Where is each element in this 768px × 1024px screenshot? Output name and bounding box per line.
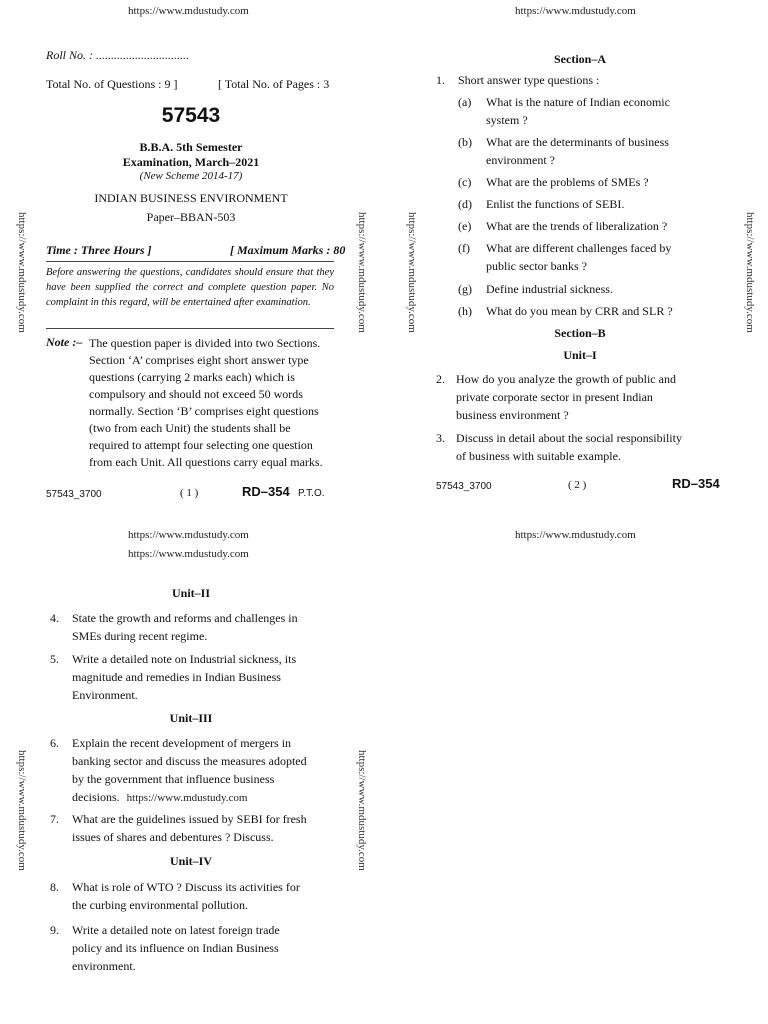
- note-line: compulsory and should not exceed 50 words: [89, 387, 303, 401]
- paper-number: Paper–BBAN-503: [146, 210, 236, 224]
- side-url-left-bottom: https://www.mdustudy.com: [16, 750, 28, 871]
- question-number: 7.: [50, 812, 59, 826]
- question-number: 3.: [436, 431, 445, 445]
- paper-code: 57543: [161, 104, 221, 127]
- sub-line: What are the determinants of business: [486, 135, 669, 149]
- side-url-center-left-top: https://www.mdustudy.com: [356, 212, 368, 333]
- note-text: [89, 335, 334, 471]
- q1-text: Short answer type questions :: [458, 73, 600, 87]
- sub-line: What is the nature of Indian economic: [486, 95, 670, 109]
- question-line: issues of shares and debentures ? Discuss.: [72, 830, 274, 844]
- footer-page-number-2: ( 2 ): [568, 479, 587, 491]
- unit-3-heading: Unit–III: [169, 711, 213, 725]
- subject: INDIAN BUSINESS ENVIRONMENT: [94, 191, 288, 205]
- sub-label: (g): [458, 282, 472, 296]
- side-url-left-top: https://www.mdustudy.com: [16, 212, 28, 333]
- question-line: policy and its influence on Indian Business: [72, 941, 279, 955]
- sub-question-e: [458, 217, 708, 239]
- note-line: questions (carrying 2 marks each) which is: [89, 370, 295, 384]
- inline-url[interactable]: https://www.mdustudy.com: [126, 792, 248, 804]
- sub-line: system ?: [486, 113, 528, 127]
- question-line: What is role of WTO ? Discuss its activities for: [72, 880, 300, 894]
- question-line: Write a detailed note on latest foreign trade: [72, 923, 280, 937]
- sub-question-h: [458, 302, 708, 322]
- sub-question-c: [458, 173, 708, 195]
- sub-label: (d): [458, 197, 472, 211]
- sub-label: (c): [458, 175, 472, 189]
- mid-left-url-1[interactable]: https://www.mdustudy.com: [128, 529, 249, 541]
- note-label: Note :–: [46, 335, 83, 349]
- question-line: environment.: [72, 959, 136, 973]
- footer-code: 57543_3700: [46, 489, 102, 500]
- sub-line: public sector banks ?: [486, 259, 587, 273]
- footer-code-2: 57543_3700: [436, 481, 492, 492]
- note-line: (two from each Unit) the students shall be: [89, 421, 291, 435]
- side-url-center-bottom: https://www.mdustudy.com: [356, 750, 368, 871]
- time: Time : Three Hours ]: [46, 243, 152, 257]
- sub-line: What do you mean by CRR and SLR ?: [486, 304, 673, 318]
- sub-line: environment ?: [486, 153, 555, 167]
- top-left-url[interactable]: https://www.mdustudy.com: [128, 5, 249, 17]
- sub-label: (b): [458, 135, 472, 149]
- question-line: State the growth and reforms and challenges in: [72, 611, 298, 625]
- sub-label: (e): [458, 219, 472, 233]
- note-line: Section ‘A’ comprises eight short answer type: [89, 353, 309, 367]
- sub-question-b: [458, 133, 708, 173]
- footer-rd: RD–354: [242, 484, 290, 499]
- max-marks: [ Maximum Marks : 80: [230, 243, 346, 257]
- question-number: 2.: [436, 372, 445, 386]
- mid-left-url-2[interactable]: https://www.mdustudy.com: [128, 548, 249, 560]
- question-line: SMEs during recent regime.: [72, 629, 208, 643]
- sub-label: (f): [458, 241, 470, 255]
- roll-no: Roll No. : ...............................: [46, 48, 189, 62]
- question-line: What are the guidelines issued by SEBI for fresh: [72, 812, 307, 826]
- question-number: 5.: [50, 652, 59, 666]
- sub-questions: [458, 93, 708, 322]
- note-line: normally. Section ‘B’ comprises eight questions: [89, 404, 319, 418]
- question-line: decisions.: [72, 790, 120, 804]
- unit-4-heading: Unit–IV: [169, 854, 212, 868]
- divider-bottom: [46, 328, 334, 329]
- section-b-heading: Section–B: [554, 326, 606, 340]
- question-line: the curbing environmental pollution.: [72, 898, 248, 912]
- question-line: private corporate sector in present Indian: [456, 390, 653, 404]
- course: B.B.A. 5th Semester: [139, 140, 243, 154]
- sub-line: What are the trends of liberalization ?: [486, 219, 668, 233]
- unit-2-heading: Unit–II: [171, 586, 210, 600]
- question-line: business environment ?: [456, 408, 569, 422]
- top-right-url[interactable]: https://www.mdustudy.com: [515, 5, 636, 17]
- sub-line: What are the problems of SMEs ?: [486, 175, 649, 189]
- side-url-center-right-top: https://www.mdustudy.com: [406, 212, 418, 333]
- unit-1-heading: Unit–I: [563, 348, 597, 362]
- note-line: The question paper is divided into two Sections.: [89, 336, 321, 350]
- sub-label: (h): [458, 304, 472, 318]
- sub-question-a: [458, 93, 708, 133]
- question-line: How do you analyze the growth of public and: [456, 372, 676, 386]
- sub-line: Define industrial sickness.: [486, 282, 613, 296]
- question-number: 8.: [50, 880, 59, 894]
- scheme: (New Scheme 2014-17): [139, 170, 243, 182]
- question-line: of business with suitable example.: [456, 449, 621, 463]
- footer-pto: P.T.O.: [298, 488, 325, 499]
- section-a-heading: Section–A: [554, 52, 606, 66]
- question-number: 6.: [50, 736, 59, 750]
- question-line: Write a detailed note on Industrial sickness, its: [72, 652, 297, 666]
- sub-question-d: [458, 195, 708, 217]
- mid-right-url[interactable]: https://www.mdustudy.com: [515, 529, 636, 541]
- footer-page-number: ( 1 ): [180, 487, 199, 499]
- instructions: Before answering the questions, candidates should ensure that they have been supplied the correct and complete question paper. No complaint in this regard, will be entertained after examination.: [46, 267, 334, 308]
- sub-question-g: [458, 280, 708, 302]
- footer-rd-2: RD–354: [672, 476, 720, 491]
- question-line: magnitude and remedies in Indian Business: [72, 670, 281, 684]
- question-line: Discuss in detail about the social responsibility: [456, 431, 682, 445]
- question-line: banking sector and discuss the measures adopted: [72, 754, 307, 768]
- note-line: required to attempt four selecting one question: [89, 438, 313, 452]
- question-line: Environment.: [72, 688, 138, 702]
- question-line: by the government that influence business: [72, 772, 275, 786]
- sub-line: Enlist the functions of SEBI.: [486, 197, 625, 211]
- note-line: from each Unit. All questions carry equal marks.: [89, 455, 323, 469]
- q1-number: 1.: [436, 73, 445, 87]
- question-line: Explain the recent development of mergers in: [72, 736, 292, 750]
- exam: Examination, March–2021: [122, 155, 260, 169]
- sub-label: (a): [458, 95, 472, 109]
- sub-line: What are different challenges faced by: [486, 241, 672, 255]
- sub-question-f: [458, 239, 708, 280]
- total-pages: [ Total No. of Pages : 3: [218, 77, 330, 91]
- divider-top: [46, 261, 334, 262]
- question-number: 9.: [50, 923, 59, 937]
- question-number: 4.: [50, 611, 59, 625]
- total-questions: Total No. of Questions : 9 ]: [46, 77, 178, 91]
- side-url-right-top: https://www.mdustudy.com: [744, 212, 756, 333]
